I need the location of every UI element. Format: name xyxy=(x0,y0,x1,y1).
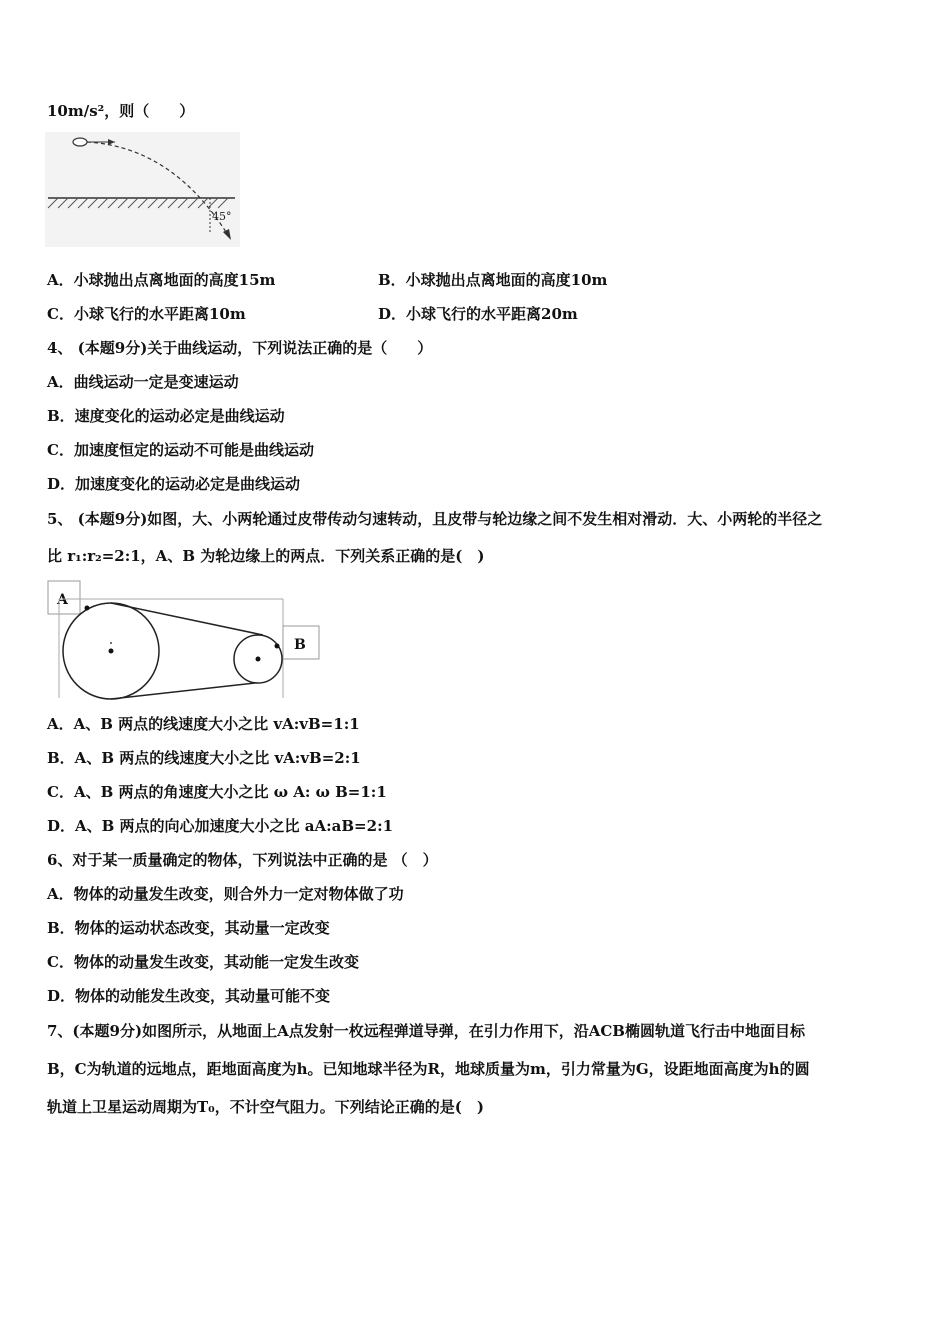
q5-option-a: A．A、B 两点的线速度大小之比 vA:vB=1:1 xyxy=(47,715,360,733)
large-pulley-mark xyxy=(110,642,112,644)
q6-option-b: B．物体的运动状态改变，其动量一定改变 xyxy=(47,919,330,937)
q5-option-d: D．A、B 两点的向心加速度大小之比 aA:aB=2:1 xyxy=(47,817,394,835)
q6-stem: 6、对于某一质量确定的物体，下列说法中正确的是 （ ） xyxy=(47,851,438,869)
q4-option-c: C．加速度恒定的运动不可能是曲线运动 xyxy=(47,441,314,459)
belt-bottom xyxy=(111,683,255,699)
label-b: B xyxy=(294,637,306,653)
q4-option-b: B．速度变化的运动必定是曲线运动 xyxy=(47,407,285,425)
q6-option-a: A．物体的动量发生改变，则合外力一定对物体做了功 xyxy=(47,885,404,903)
q7-stem-line1: 7、(本题9分)如图所示，从地面上A点发射一枚远程弹道导弹，在引力作用下，沿ACB椭圆轨道飞行击中地面目标 xyxy=(47,1022,805,1040)
q4-option-a: A．曲线运动一定是变速运动 xyxy=(47,373,239,391)
large-pulley-center xyxy=(109,649,114,654)
small-pulley-center xyxy=(256,657,261,662)
angle-label: 45° xyxy=(212,210,232,223)
label-a: A xyxy=(57,592,68,608)
q6-option-d: D．物体的动能发生改变，其动量可能不变 xyxy=(47,987,331,1005)
q5-stem-line2: 比 r₁:r₂=2:1，A、B 为轮边缘上的两点．下列关系正确的是( ) xyxy=(47,547,485,565)
point-b xyxy=(275,644,280,649)
q5-option-c: C．A、B 两点的角速度大小之比 ω A: ω B=1:1 xyxy=(47,783,387,801)
belt-top xyxy=(111,603,263,635)
point-a xyxy=(85,606,90,611)
q4-option-d: D．加速度变化的运动必定是曲线运动 xyxy=(47,475,301,493)
q4-stem: 4、 (本题9分)关于曲线运动，下列说法正确的是（ ） xyxy=(47,339,433,357)
q6-option-c: C．物体的动量发生改变，其动能一定发生改变 xyxy=(47,953,359,971)
ball xyxy=(73,138,87,146)
projectile-figure xyxy=(45,132,240,247)
q3-option-b: B．小球抛出点离地面的高度10m xyxy=(378,271,608,289)
q7-stem-line2: B，C为轨道的远地点，距地面高度为h。已知地球半径为R，地球质量为m，引力常量为G，设距地面高度为h的圆 xyxy=(47,1060,810,1078)
q3-stem-tail: 10m/s²，则（ ） xyxy=(47,102,195,120)
figure-background xyxy=(45,132,240,247)
q3-option-a: A．小球抛出点离地面的高度15m xyxy=(47,271,276,289)
pulley-figure xyxy=(45,578,325,702)
q3-option-d: D．小球飞行的水平距离20m xyxy=(378,305,578,323)
q3-option-c: C．小球飞行的水平距离10m xyxy=(47,305,246,323)
q5-stem-line1: 5、 (本题9分)如图，大、小两轮通过皮带传动匀速转动，且皮带与轮边缘之间不发生相对滑动．大、小两轮的半径之 xyxy=(47,510,823,528)
q7-stem-line3: 轨道上卫星运动周期为T₀，不计空气阻力。下列结论正确的是( ) xyxy=(47,1098,484,1116)
q5-option-b: B．A、B 两点的线速度大小之比 vA:vB=2:1 xyxy=(47,749,361,767)
